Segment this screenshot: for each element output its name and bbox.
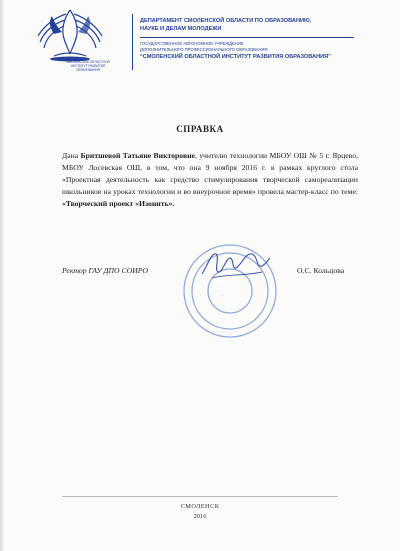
svg-text:· ·: · · [220,293,225,299]
institution-name: “СМОЛЕНСКИЙ ОБЛАСТНОЙ ИНСТИТУТ РАЗВИТИЯ ОБРАЗОВАНИЯ” [140,54,331,61]
letterhead [140,17,380,61]
signatory-name: О.С. Кольцова [297,266,345,275]
svg-text:· · · · · · · · ·: · · · · · · · · · [210,251,237,257]
document-body [62,150,358,210]
department-line-1: ДЕПАРТАМЕНТ СМОЛЕНСКОЙ ОБЛАСТИ ПО ОБРАЗОВАНИЮ, [140,18,312,24]
footer-year: 2016 [193,513,207,520]
document-title: СПРАВКА [176,124,224,134]
institution-line-2: ДОПОЛНИТЕЛЬНОГО ПРОФЕССИОНАЛЬНОГО ОБРАЗОВАНИЯ [140,46,268,52]
handwritten-signature [198,244,274,284]
svg-text:· · ·: · · · [216,285,224,291]
masterclass-topic: «Творческий проект «Изонить». [62,198,175,208]
footer-divider [62,496,338,497]
department-line-2: НАУКЕ И ДЕЛАМ МОЛОДЕЖИ [140,26,222,32]
body-intro: Дана [62,151,81,160]
recipient-name: Бритшевой Татьяне Викторовне [80,151,195,160]
letterhead-separator [140,37,354,38]
signatory-title: Ректор ГАУ ДПО СОИРО [62,266,148,275]
scan-edge [0,0,4,551]
logo-caption: СМОЛЕНСКИЙ ОБЛАСТНОЙ ИНСТИТУТ РАЗВИТИЯ ОБРАЗОВАНИЯ [66,60,110,72]
footer-city: СМОЛЕНСК [180,503,220,510]
header-divider [132,14,133,70]
body-main: , учителю технологии МБОУ ОШ № 5 г. Ярцево, МБОУ Лосевская ОШ, в том, что она 9 ноября 2016 г. в рамках круглого стола «Проектная деятельность как средство стимулирования творческой самореализации школьников на уроках технологии и во внеурочное время» провела мастер-класс по теме: [62,151,358,196]
svg-text:· · · · · · · · · ·: · · · · · · · · · · [206,329,236,335]
institution-line-1: ГОСУДАРСТВЕННОЕ АВТОНОМНОЕ УЧРЕЖДЕНИЕ [140,41,244,46]
